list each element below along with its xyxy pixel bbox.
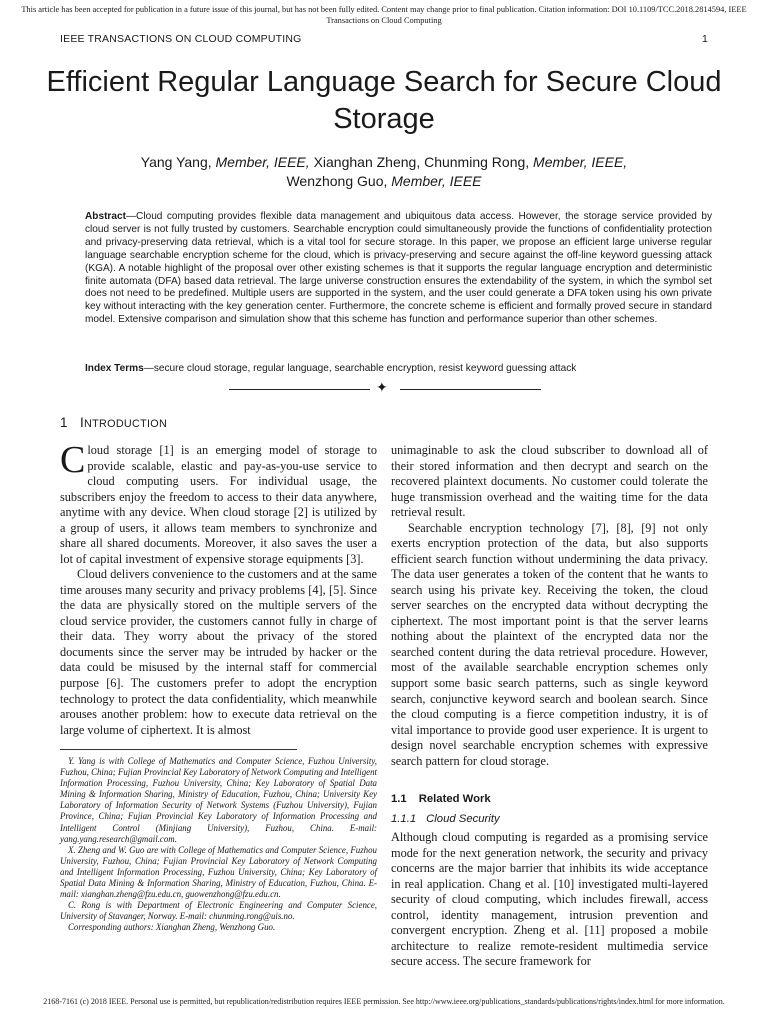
subsection-heading-related-work <box>391 793 491 805</box>
subsubsection-number: 1.1.1 <box>391 813 417 825</box>
subsection-title: Related Work <box>418 793 491 805</box>
footnotes <box>60 756 377 934</box>
abstract-label: Abstract <box>85 211 126 222</box>
related-work-paragraph: Although cloud computing is regarded as a promising service mode for the next generation network, the security and privacy concerns are the major barrier that inhibits its wide acceptance in real application. Chang et al. [10] investigated multi-layered security of cloud computing, which includes firewall, access control, identity management, intrusion prevention and convergent encryption. Zheng et al. [11] proposed a mobile architecture to realize remote-resident multimedia service secure access. The secure framework for <box>391 830 708 969</box>
abstract <box>85 211 712 327</box>
section-title-rest: NTRODUCTION <box>84 418 168 430</box>
index-terms-text: —secure cloud storage, regular language, searchable encryption, resist keyword guessing attack <box>143 363 577 374</box>
footnote-zheng-guo: X. Zheng and W. Guo are with College of Mathematics and Computer Science, Fuzhou University, Fuzhou, China; Fujian Provincial Key Laboratory of Network Computing and Intelligent Information Processing, Fuzhou University, China; Key Laboratory of Spatial Data Mining & Information Sharing, Ministry of Education, Fuzhou, China. E-mail: xianghan.zheng@fzu.edu.cn, guowenzhong@fzu.edu.cn. <box>60 844 377 900</box>
footnote-rong: C. Rong is with Department of Electronic Engineering and Computer Science, University of Stavanger, Norway. E-mail: chunming.rong@uis.no. <box>60 900 377 922</box>
separator-rule-right <box>400 389 541 390</box>
intro-paragraph-3: unimaginable to ask the cloud subscriber to download all of their stored information and then decrypt and search on the recovered plaintext documents. No customer could tolerate the huge transmission overhead and the waiting time for the data retrieval result. <box>391 443 708 520</box>
author-guo: Wenzhong Guo, <box>286 173 388 189</box>
right-column-bottom <box>391 830 708 970</box>
intro-paragraph-2: Cloud delivers convenience to the customers and at the same time arouses many security and privacy problems [4], [5]. Since the data are physically stored on the multiple servers of the cloud service provider, the customers cannot fully in charge of their data. They worry about the privacy of the stored documents since the server may be intruded by hacker or the data could be misused by the internal staff for commercial purpose [6]. The customers prefer to adopt the encryption technology to protect the data confidentiality, which meanwhile arouses another problem: how to execute data retrieval on the large volume of ciphertext. It is almost <box>60 567 377 737</box>
paper-title: Efficient Regular Language Search for Secure Cloud Storage <box>46 66 722 135</box>
author-yang: Yang Yang, <box>140 154 212 170</box>
drop-cap: C <box>60 439 86 481</box>
index-terms-label: Index Terms <box>85 363 144 374</box>
author-yang-affiliation: Member, IEEE, <box>215 154 310 170</box>
index-terms <box>85 362 712 375</box>
subsubsection-title: Cloud Security <box>426 813 500 825</box>
subsection-number: 1.1 <box>391 793 407 805</box>
section-number: 1 <box>60 415 68 430</box>
author-rong-affiliation: Member, IEEE, <box>533 154 628 170</box>
footnote-yang: Y. Yang is with College of Mathematics and Computer Science, Fuzhou University, Fuzhou, China; Fujian Provincial Key Laboratory of Network Computing and Intelligent Information Processing, Fuzhou University, China; Key Laboratory of Spatial Data Mining & Information Sharing, Ministry of Education, Fuzhou, China; University Key Laboratory of Information Security of Network Systems (Fuzhou University), Fujian Province, China; Fujian Provincial Key Laboratory of Information Processing and Intelligent Control (Minjiang University), Fuzhou, China. E-mail: yang.yang.research@gmail.com. <box>60 756 377 844</box>
intro-paragraph-4: Searchable encryption technology [7], [8], [9] not only exerts encryption protection of the data, but also supports efficient search function without undermining the data privacy. The data user generates a token of the content that he wants to search using his private key. Receiving the token, the cloud server searches on the encrypted data without decrypting the ciphertext. The most important point is that the server learns nothing about the plaintext of the encrypted data nor the searched content during the data retrieval procedure. However, most of the available searchable encryption schemes only support some basic search patterns, such as single keyword search, conjunctive keyword search and boolean search. Since the cloud computing is a fierce competition industry, it is of vital importance to provide good user experience. It is urgent to design novel searchable encryption schemes with expressive search pattern for cloud storage. <box>391 520 708 768</box>
page-number: 1 <box>702 33 708 45</box>
separator-rule-left <box>229 389 370 390</box>
top-notice: This article has been accepted for publication in a future issue of this journal, but has not been fully edited. Content may change prior to final publication. Citation information: DOI 10.1109/TCC.2018.2814594, IEEE Transactions on Cloud Computing <box>21 5 747 25</box>
author-guo-affiliation: Member, IEEE <box>391 173 482 189</box>
section-heading-introduction <box>60 415 167 430</box>
footnote-corresponding: Corresponding authors: Xianghan Zheng, Wenzhong Guo. <box>68 922 276 933</box>
author-zheng-rong: Xianghan Zheng, Chunming Rong, <box>313 154 530 170</box>
left-column <box>60 439 377 738</box>
copyright-notice: 2168-7161 (c) 2018 IEEE. Personal use is permitted, but republication/redistribution requires IEEE permission. See http://www.ieee.org/publications_standards/publications/rights/index.html for more information. <box>43 997 725 1006</box>
intro-paragraph-1 <box>60 439 377 567</box>
right-column-top <box>391 443 708 769</box>
separator-diamond-icon: ✦ <box>376 381 388 396</box>
author-list <box>40 153 728 191</box>
abstract-text: —Cloud computing provides flexible data management and ubiquitous data access. However, the storage service provided by cloud server is not fully trusted by customers. Searchable encryption could simultaneously provide the functions of confidentiality protection and privacy-preserving data retrieval, which is a vital tool for secure storage. In this paper, we propose an efficient large universe regular language searchable encryption scheme for the cloud, which is privacy-preserving and secure against the off-line keyword guessing attack (KGA). A notable highlight of the proposal over other existing schemes is that it supports the regular language encryption and deterministic finite automata (DFA) based data retrieval. The large universe construction ensures the extendability of the system, in which the symbol set does not need to be predefined. Multiple users are supported in the system, and the user could generate a DFA token using his own private key without interacting with the key generation center. Furthermore, the concrete scheme is efficient and formally proved secure in standard model. Extensive comparison and simulation show that this scheme has function and performance superior than other schemes. <box>85 211 712 326</box>
running-head: IEEE TRANSACTIONS ON CLOUD COMPUTING <box>60 33 302 45</box>
subsubsection-heading-cloud-security <box>391 813 500 825</box>
section-title-initial: I <box>79 415 85 430</box>
footnote-rule <box>60 749 297 750</box>
intro-paragraph-1-text: loud storage [1] is an emerging model of storage to provide scalable, elastic and pay-as-you-use service to cloud computing users. For individual usage, the subscribers enjoy the freedom to access to their data anywhere, anytime with any device. When cloud storage [2] is utilized by a group of users, it allows team members to synchronize and share all shared documents. Moreover, it also saves the user a lot of capital investment of expensive storage equipments [3]. <box>60 443 377 566</box>
